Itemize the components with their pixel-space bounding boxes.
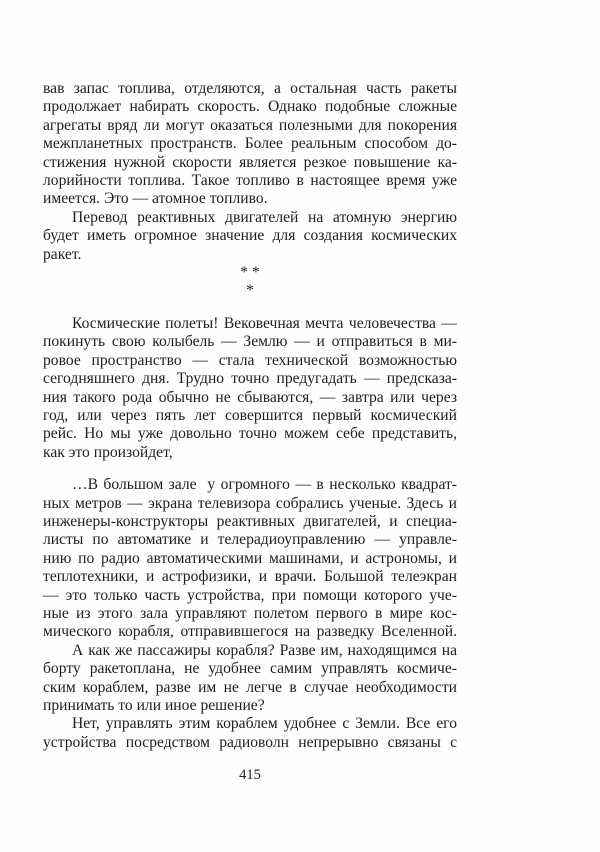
paragraph: [43, 315, 457, 462]
text-line: покинуть свою колыбель — Землю — и отправиться в ми-: [43, 333, 457, 351]
text-line: ракет.: [43, 245, 82, 263]
text-line: ных метров — экрана телевизора собрались ученые. Здесь и: [43, 494, 457, 512]
text-line: инженеры-конструкторы реактивных двигателей, и специа-: [43, 512, 457, 530]
text-line: будет иметь огромное значение для создания космических: [43, 227, 457, 245]
text-line: продолжает набирать скорость. Однако подобные сложные: [43, 98, 457, 116]
text-line: межпланетных пространств. Более реальным способом до-: [43, 135, 457, 153]
text-line: ные из этого зала управляют полетом первого в мире кос-: [43, 604, 457, 622]
text-block: [43, 80, 457, 752]
page-number: 415: [239, 767, 261, 783]
text-line: стижения нужной скорости является резкое повышение ка-: [43, 153, 457, 171]
text-line: листы по автоматике и телерадиоуправлению — управле-: [43, 531, 457, 549]
text-line: Космические полеты! Вековечная мечта человечества —: [72, 314, 457, 332]
paragraph: [43, 80, 457, 209]
text-line: ским кораблем, разве им не легче в случае необходимости: [43, 678, 457, 696]
section-separator: [43, 264, 457, 301]
text-line: ровое пространство — стала технической возможностью: [43, 351, 457, 369]
text-line: теплотехники, и астрофизики, и врачи. Большой телеэкран: [43, 568, 457, 586]
separator-line: * *: [240, 264, 260, 282]
separator-line: *: [246, 282, 254, 300]
text-line: рейс. Но мы уже довольно точно можем себе представить,: [43, 425, 457, 443]
text-line: вав запас топлива, отделяются, а остальная часть ракеты: [43, 80, 457, 97]
text-line: Нет, управлять этим кораблем удобнее с Земли. Все его: [72, 715, 457, 733]
text-line: год, или через пять лет совершится первый космический: [43, 406, 457, 424]
text-line: ния такого рода обычно не сбываются, — завтра или через: [43, 388, 457, 406]
text-line: как это произойдет,: [43, 443, 173, 461]
paragraph: [43, 476, 457, 642]
text-line: агрегаты вряд ли могут оказаться полезными для покорения: [43, 116, 457, 134]
text-line: …В большом зале у огромного — в несколько квадрат-: [72, 476, 457, 494]
text-line: лорийности топлива. Такое топливо в настоящее время уже: [43, 172, 457, 190]
text-line: мического корабля, отправившегося на разведку Вселенной.: [43, 623, 457, 641]
paragraph: [43, 209, 457, 264]
text-line: имеется. Это — атомное топливо.: [43, 190, 268, 208]
text-line: Перевод реактивных двигателей на атомную энергию: [72, 208, 457, 226]
text-line: А как же пассажиры корабля? Разве им, находящимся на: [72, 641, 457, 659]
text-line: сегодняшнего дня. Трудно точно предугадать — предсказа-: [43, 370, 457, 388]
text-line: — это только часть устройства, при помощи которого уче-: [43, 586, 457, 604]
paragraph: [43, 642, 457, 716]
text-line: нию по радио автоматическими машинами, и астрономы, и: [43, 549, 457, 567]
text-line: устройства посредством радиоволн непрерывно связаны с: [43, 733, 457, 751]
text-line: борту ракетоплана, не удобнее самим управлять космиче-: [43, 660, 457, 678]
text-line: принимать то или иное решение?: [43, 697, 265, 714]
paragraph: [43, 715, 457, 752]
